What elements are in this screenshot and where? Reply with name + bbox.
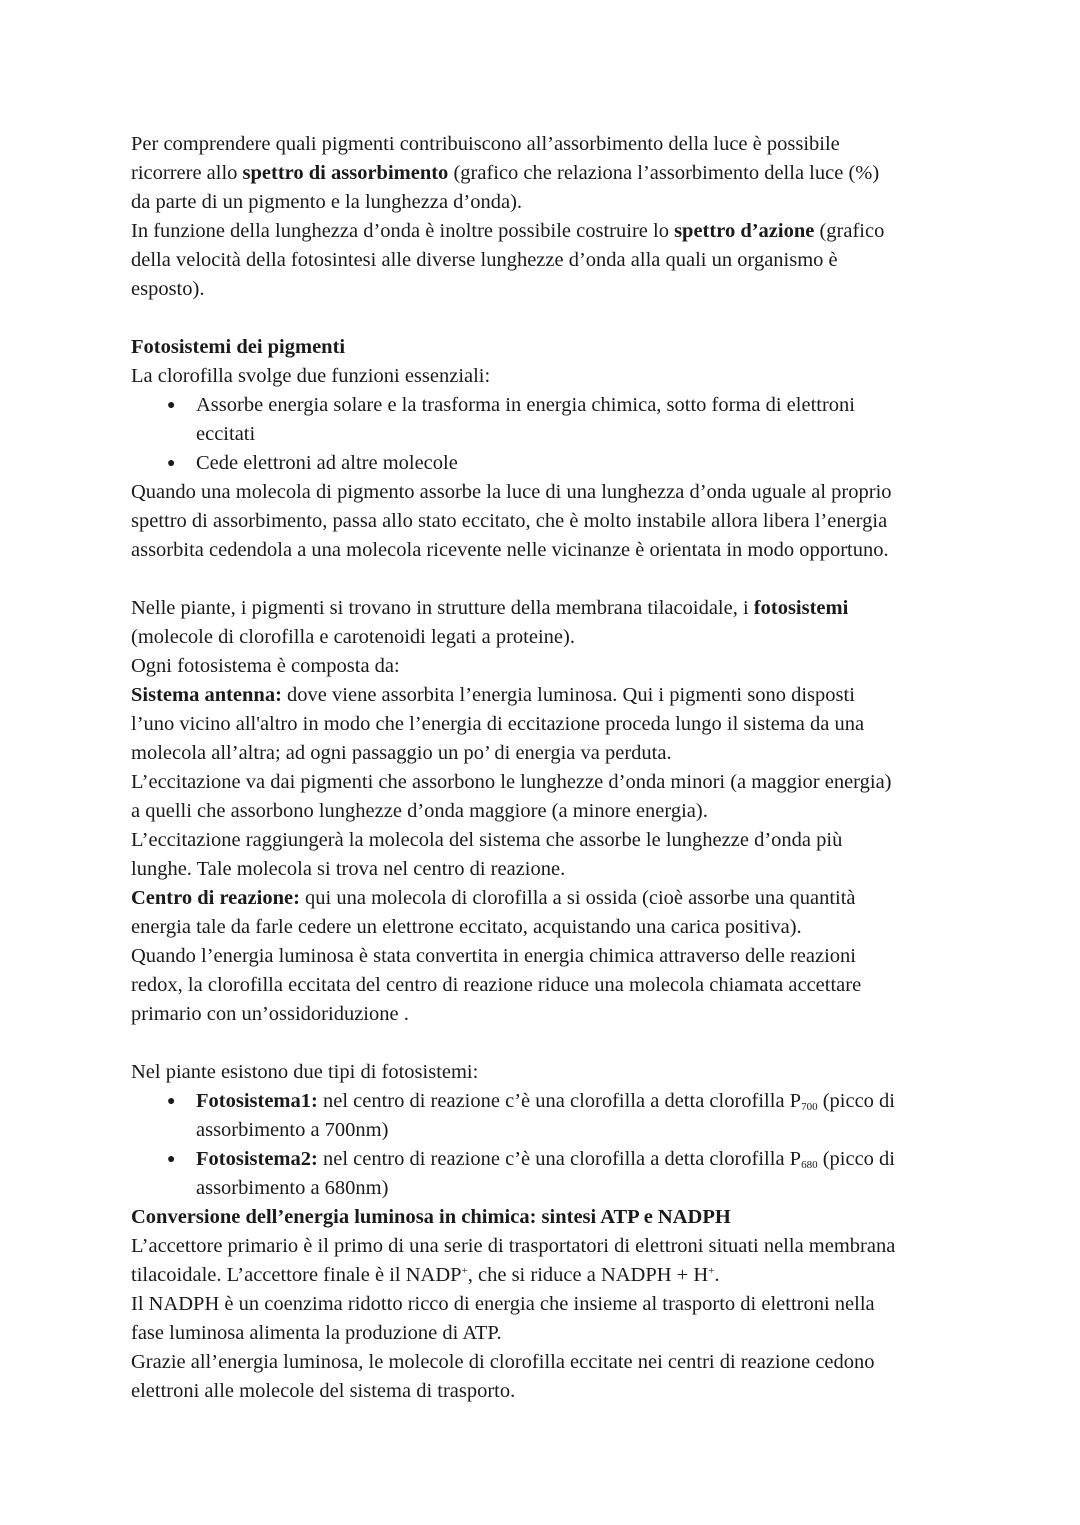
list-item: ● Fotosistema2: nel centro di reazione c’è una clorofilla a detta clorofilla $P_{680}$ (picco di bbox=[131, 1145, 961, 1174]
text-line: esposto). bbox=[131, 278, 205, 300]
text-line: L’eccitazione va dai pigmenti che assorbono le lunghezze d’onda minori (a maggior energia) bbox=[131, 771, 892, 793]
term-centro-reazione: Centro di reazione: bbox=[131, 887, 300, 909]
text-line: a quelli che assorbono lunghezze d’onda maggiore (a minore energia). bbox=[131, 800, 708, 822]
term-sistema-antenna: Sistema antenna: bbox=[131, 684, 282, 706]
section-heading: Fotosistemi dei pigmenti bbox=[131, 336, 346, 358]
text-line: In funzione della lunghezza d’onda è inoltre possibile costruire lo spettro d’azione (grafico bbox=[131, 220, 885, 242]
list-item-continuation: assorbimento a 680nm) bbox=[196, 1177, 389, 1199]
text-line: da parte di un pigmento e la lunghezza d’onda). bbox=[131, 191, 523, 213]
text-line: Quando una molecola di pigmento assorbe la luce di una lunghezza d’onda uguale al proprio bbox=[131, 481, 892, 503]
text-line: Ogni fotosistema è composta da: bbox=[131, 655, 400, 677]
text-line: (molecole di clorofilla e carotenoidi legati a proteine). bbox=[131, 626, 575, 648]
tipi-fotosistemi bbox=[131, 1058, 961, 1203]
text-line: Quando l’energia luminosa è stata convertita in energia chimica attraverso delle reazioni bbox=[131, 945, 856, 967]
text-line: La clorofilla svolge due funzioni essenziali: bbox=[131, 365, 491, 387]
text-line: Sistema antenna: dove viene assorbita l’energia luminosa. Qui i pigmenti sono disposti bbox=[131, 684, 855, 706]
text-line: L’accettore primario è il primo di una serie di trasportatori di elettroni situati nella membrana bbox=[131, 1235, 896, 1257]
term-spettro-assorbimento: spettro di assorbimento bbox=[242, 162, 449, 184]
text-line: ricorrere allo spettro di assorbimento (grafico che relaziona l’assorbimento della luce (%) bbox=[131, 162, 880, 184]
text-line: Il NADPH è un coenzima ridotto ricco di energia che insieme al trasporto di elettroni nella bbox=[131, 1293, 875, 1315]
text-line: Grazie all’energia luminosa, le molecole di clorofilla eccitate nei centri di reazione cedono bbox=[131, 1351, 875, 1373]
text-line: lunghe. Tale molecola si trova nel centro di reazione. bbox=[131, 858, 566, 880]
text-line: Nel piante esistono due tipi di fotosistemi: bbox=[131, 1061, 479, 1083]
text-line: Per comprendere quali pigmenti contribuiscono all’assorbimento della luce è possibile bbox=[131, 133, 840, 155]
section-fotosistemi bbox=[131, 333, 961, 565]
document-page bbox=[131, 130, 961, 1406]
text-line: tilacoidale. L’accettore finale è il NADP+, che si riduce a NADPH + H+. bbox=[131, 1264, 720, 1286]
intro-paragraph bbox=[131, 130, 961, 304]
fotosistemi-paragraph bbox=[131, 594, 961, 1029]
text-line: assorbita cedendola a una molecola ricevente nelle vicinanze è orientata in modo opportuno. bbox=[131, 539, 889, 561]
text-line: molecola all’altra; ad ogni passaggio un po’ di energia va perduta. bbox=[131, 742, 672, 764]
list-item: ● Assorbe energia solare e la trasforma in energia chimica, sotto forma di elettroni bbox=[131, 391, 961, 420]
term-fotosistemi: fotosistemi bbox=[753, 597, 849, 619]
text-line: fase luminosa alimenta la produzione di ATP. bbox=[131, 1322, 502, 1344]
bullet-icon: ● bbox=[167, 456, 176, 471]
text-line: della velocità della fotosintesi alle diverse lunghezze d’onda alla quali un organismo è bbox=[131, 249, 838, 271]
text-line: energia tale da farle cedere un elettrone eccitato, acquistando una carica positiva). bbox=[131, 916, 802, 938]
list-item: ● Cede elettroni ad altre molecole bbox=[131, 449, 961, 478]
term-spettro-azione: spettro d’azione bbox=[674, 220, 815, 242]
section-conversione bbox=[131, 1203, 961, 1406]
term-fotosistema2: Fotosistema2: bbox=[196, 1148, 318, 1170]
text-line: Centro di reazione: qui una molecola di clorofilla a si ossida (cioè assorbe una quantità bbox=[131, 887, 856, 909]
text-line: elettroni alle molecole del sistema di trasporto. bbox=[131, 1380, 516, 1402]
text-line: primario con un’ossidoriduzione . bbox=[131, 1003, 409, 1025]
text-line: Nelle piante, i pigmenti si trovano in strutture della membrana tilacoidale, i fotosistemi bbox=[131, 597, 849, 619]
text-line: redox, la clorofilla eccitata del centro di reazione riduce una molecola chiamata accettare bbox=[131, 974, 862, 996]
text-line: L’eccitazione raggiungerà la molecola del sistema che assorbe le lunghezze d’onda più bbox=[131, 829, 843, 851]
bullet-icon: ● bbox=[167, 1152, 176, 1167]
list-item: ● Fotosistema1: nel centro di reazione c’è una clorofilla a detta clorofilla $P_{700}$ (picco di bbox=[131, 1087, 961, 1116]
bullet-icon: ● bbox=[167, 398, 176, 413]
section-heading: Conversione dell’energia luminosa in chimica: sintesi ATP e NADPH bbox=[131, 1206, 731, 1228]
bullet-icon: ● bbox=[167, 1094, 176, 1109]
term-fotosistema1: Fotosistema1: bbox=[196, 1090, 318, 1112]
text-line: l’uno vicino all'altro in modo che l’energia di eccitazione proceda lungo il sistema da una bbox=[131, 713, 865, 735]
text-line: spettro di assorbimento, passa allo stato eccitato, che è molto instabile allora libera l’energia bbox=[131, 510, 888, 532]
list-item-continuation: eccitati bbox=[196, 423, 256, 445]
list-item-continuation: assorbimento a 700nm) bbox=[196, 1119, 389, 1141]
